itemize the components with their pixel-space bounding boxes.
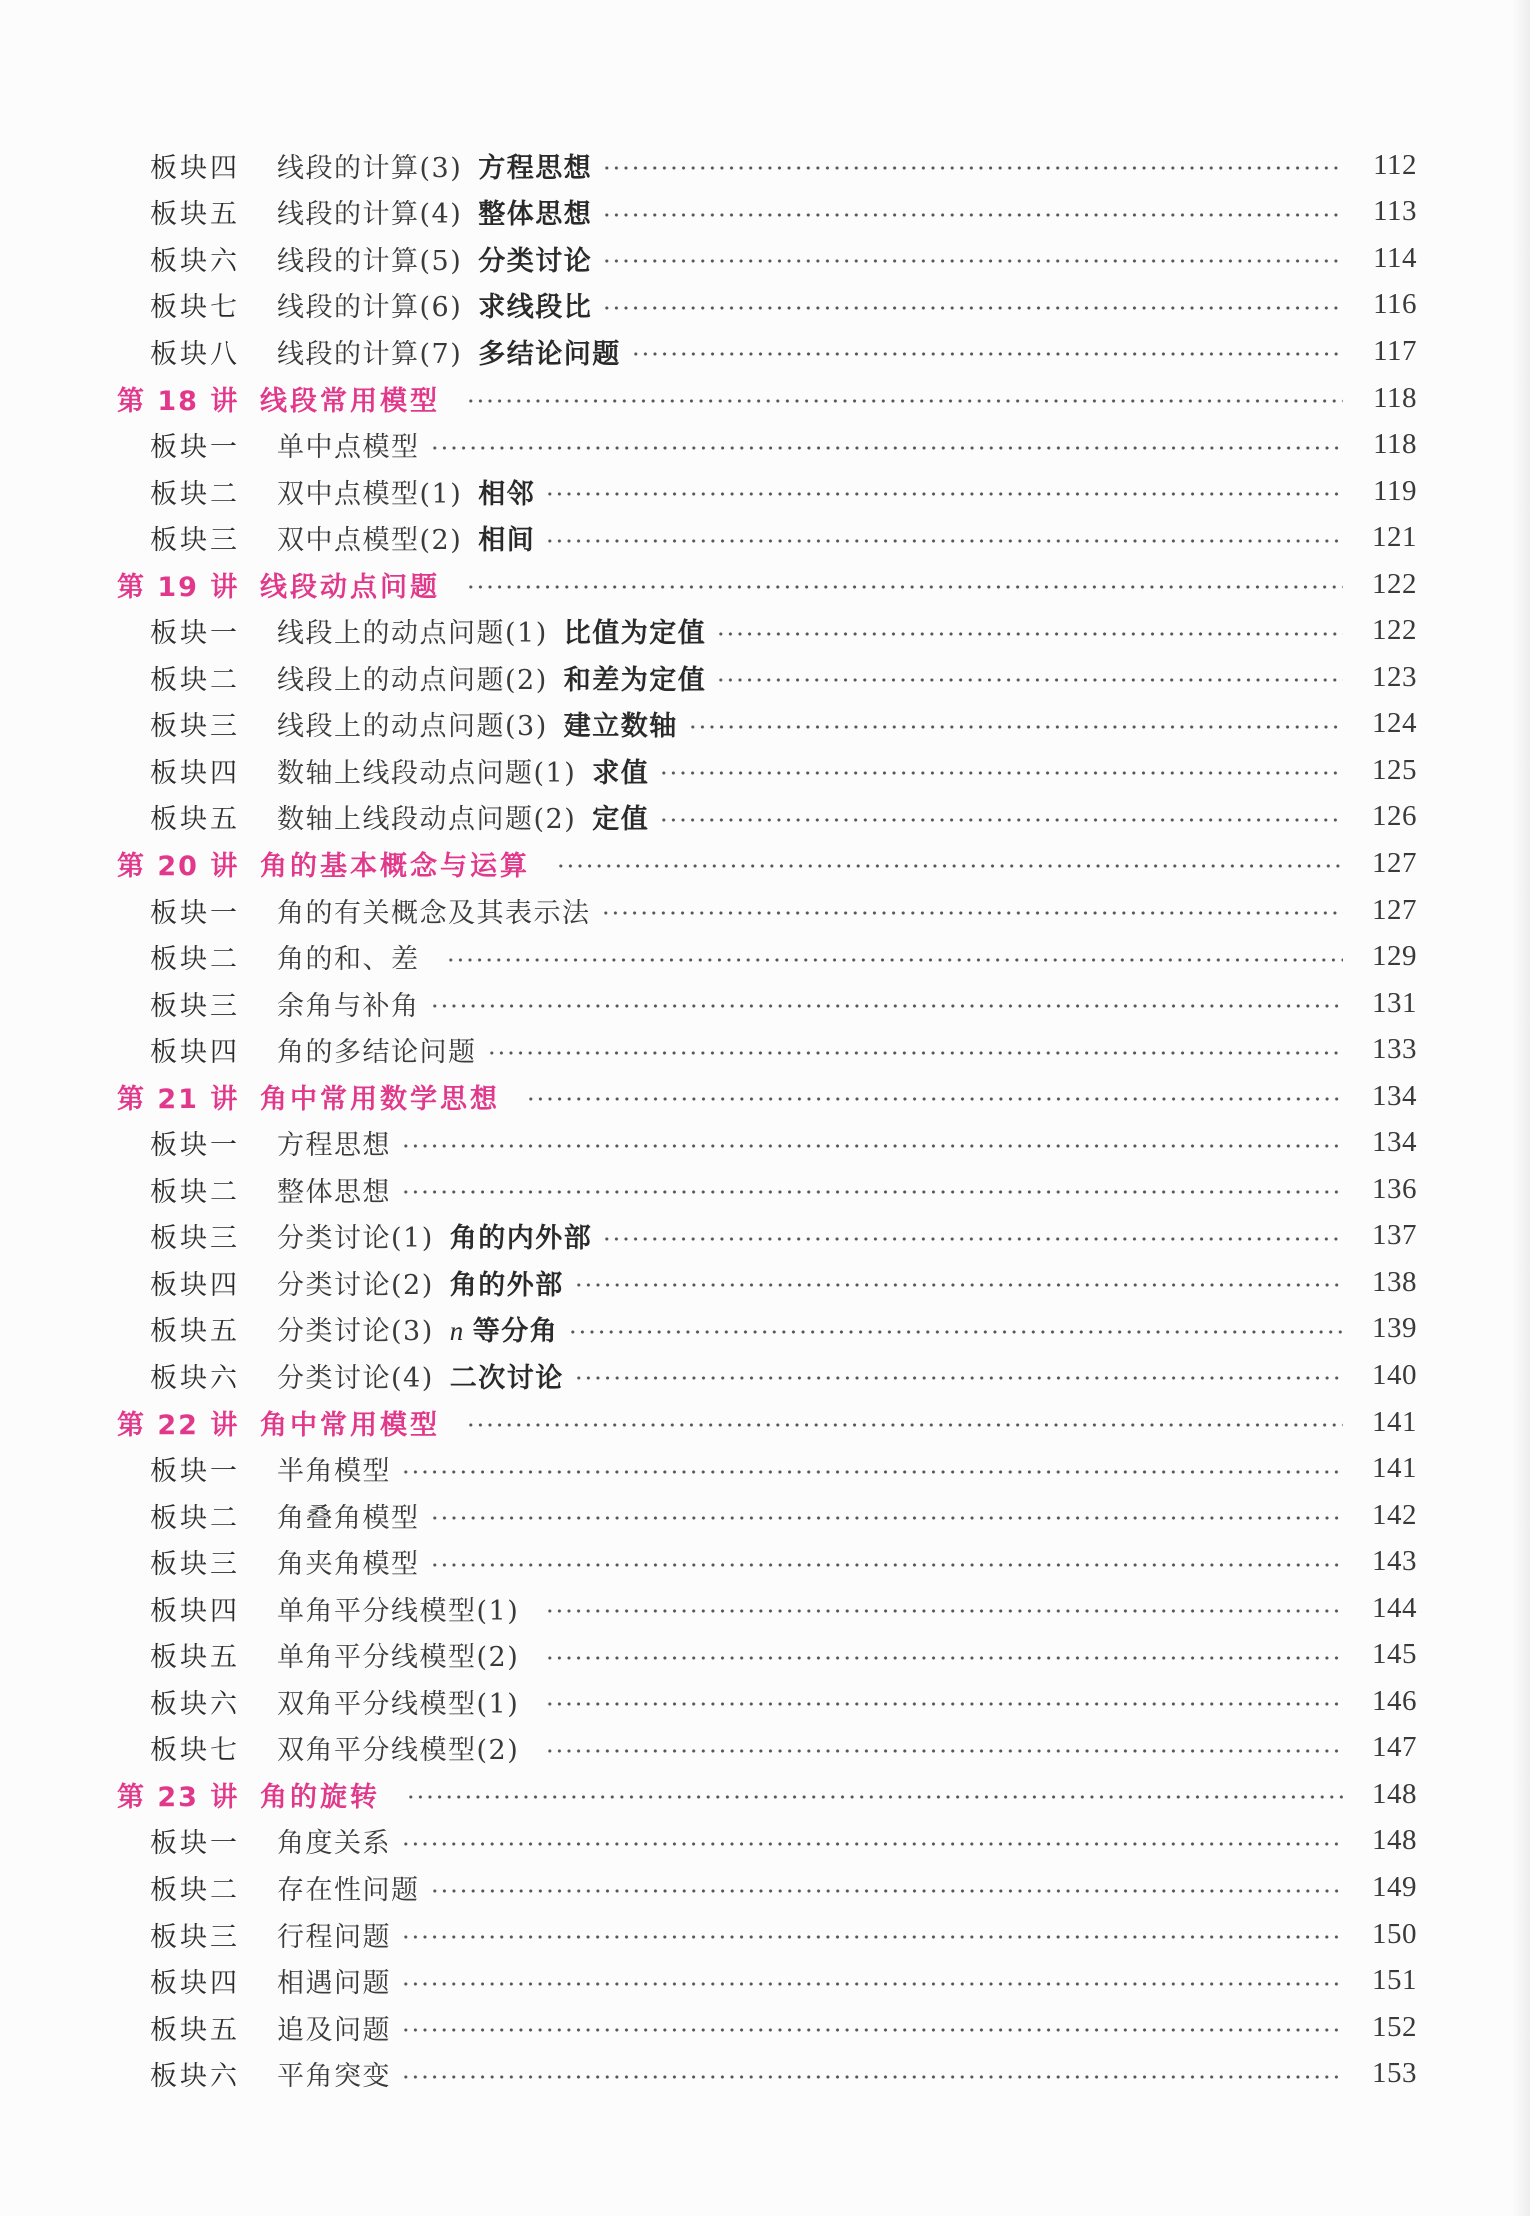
dot-leader [631,350,1343,358]
entry-subtitle [478,518,535,557]
section-title: 双中点模型(2) [277,525,463,557]
section-label: 板块三 [150,525,240,557]
page-number: 113 [1373,195,1417,228]
dot-leader [601,909,1344,917]
page-number: 150 [1372,1917,1417,1950]
entry-subtitle-text: 比值为定值 [563,618,707,650]
section-label: 板块五 [150,1642,240,1674]
page-number: 131 [1372,986,1417,1019]
dot-leader [545,490,1343,498]
section-title: 单角平分线模型(1) [277,1595,520,1627]
toc-entry-section [0,747,1530,794]
toc-entry-section [0,1259,1530,1306]
section-title: 单角平分线模型(2) [277,1642,520,1674]
lecture-title: 角中常用数学思想 [260,1083,500,1115]
toc-entry-section [0,1119,1530,1166]
page-number: 118 [1373,428,1417,461]
section-title: 线段的计算(3) [277,152,463,184]
section-title: 分类讨论(3) [277,1316,434,1348]
lecture-title: 角的旋转 [260,1781,380,1813]
dot-leader [545,1747,1343,1755]
toc-entry-section [0,189,1530,236]
dot-leader [446,956,1344,964]
section-label: 板块二 [150,944,240,976]
section-title: 线段的计算(7) [277,338,463,370]
section-label: 板块四 [150,757,240,789]
page-number: 141 [1372,1452,1417,1485]
section-title: 数轴上线段动点问题(2) [277,804,577,836]
toc-entry-section [0,282,1530,329]
entry-subtitle [450,1356,564,1395]
dot-leader [466,583,1343,591]
entry-subtitle-text: 相邻 [478,478,536,510]
toc-entry-section [0,701,1530,748]
section-label: 板块二 [150,1875,240,1906]
lecture-title: 线段常用模型 [260,385,440,417]
toc-entry-section [0,1957,1530,2004]
page-number: 118 [1373,381,1417,414]
section-title: 线段上的动点问题(3) [277,711,548,743]
entry-subtitle-text: 建立数轴 [563,711,678,743]
toc-entry-section [0,328,1530,375]
dot-leader [487,1049,1344,1057]
entry-subtitle-text: 方程思想 [478,152,593,184]
dot-leader [602,1235,1343,1243]
section-title: 方程思想 [277,1130,391,1162]
section-label: 板块五 [150,2014,240,2046]
toc-entry-section [0,1818,1530,1865]
toc-entry-section [0,142,1530,189]
entry-subtitle-text: 和差为定值 [563,664,707,696]
toc-entry-section [0,1632,1530,1679]
toc-entry-section [0,607,1530,654]
section-title: 双角平分线模型(2) [277,1735,520,1767]
entry-subtitle [478,285,592,324]
page-number: 114 [1373,241,1417,274]
section-title: 双中点模型(1) [277,478,463,510]
page-number: 141 [1372,1405,1417,1438]
section-label: 板块八 [150,338,240,370]
dot-leader [401,1188,1343,1196]
page-number: 129 [1372,940,1417,973]
toc-entry-section [0,1678,1530,1725]
section-label: 板块一 [150,1130,240,1162]
toc-entry-lecture [0,840,1530,887]
entry-subtitle-text: 求值 [592,757,650,789]
toc-entry-section [0,1725,1530,1772]
page-number: 142 [1372,1498,1417,1531]
entry-subtitle-text: 二次讨论 [449,1362,564,1394]
entry-subtitle [450,1216,593,1255]
page-number: 126 [1372,800,1417,833]
toc-entry-section [0,2050,1530,2097]
entry-subtitle-text: 多结论问题 [478,338,621,370]
toc-entry-lecture [0,375,1530,422]
dot-leader [401,2073,1343,2081]
toc-entry-section [0,1306,1530,1353]
page-number: 145 [1372,1638,1417,1671]
section-label: 板块三 [150,1223,240,1255]
toc-entry-lecture [0,1399,1530,1446]
section-title: 角夹角模型 [277,1549,420,1581]
toc-entry-section [0,2004,1530,2051]
dot-leader [526,1095,1343,1103]
entry-subtitle-text: 角的外部 [449,1269,564,1301]
toc-entry-section [0,514,1530,561]
page-number: 144 [1372,1591,1417,1624]
section-title: 角的有关概念及其表示法 [277,897,591,929]
dot-leader [716,630,1343,638]
dot-leader [406,1793,1343,1801]
entry-subtitle-text: 求线段比 [478,292,593,324]
entry-subtitle [450,1263,564,1302]
section-title: 角的和、差 [277,944,420,976]
section-label: 板块二 [150,1502,240,1534]
dot-leader [401,1142,1343,1150]
section-title: 半角模型 [277,1456,391,1488]
toc-entry-lecture [0,561,1530,608]
page-number: 133 [1372,1033,1417,1066]
page-number: 134 [1372,1079,1417,1112]
section-title: 数轴上线段动点问题(1) [277,757,577,789]
page-number: 151 [1372,1964,1417,1997]
page-number: 127 [1372,846,1417,879]
section-title: 单中点模型 [277,432,420,464]
toc-entry-section [0,1213,1530,1260]
dot-leader [716,676,1343,684]
lecture-title: 角的基本概念与运算 [260,850,530,882]
dot-leader [556,862,1343,870]
lecture-title: 线段动点问题 [260,571,440,603]
entry-subtitle-text: 相间 [478,525,536,557]
section-label: 板块七 [150,1735,240,1767]
toc-entry-section [0,1864,1530,1911]
section-label: 板块三 [150,711,240,743]
section-label: 板块六 [150,1362,240,1394]
section-label: 板块三 [150,1921,240,1953]
entry-subtitle [478,472,535,511]
dot-leader [574,1374,1343,1382]
entry-subtitle [592,797,649,836]
dot-leader [602,164,1343,172]
toc-entry-lecture [0,1771,1530,1818]
page-number: 137 [1372,1219,1417,1252]
toc-entry-section [0,1166,1530,1213]
entry-subtitle [478,146,592,185]
entry-subtitle-variable: n [449,1316,465,1347]
page-number: 112 [1373,148,1417,181]
dot-leader [574,1281,1343,1289]
section-label: 板块六 [150,1688,240,1720]
section-label: 板块五 [150,804,240,836]
dot-leader [545,1654,1343,1662]
toc-entry-section [0,421,1530,468]
section-label: 板块三 [150,1549,240,1581]
dot-leader [401,1840,1343,1848]
section-title: 追及问题 [277,2014,391,2046]
toc-entry-section [0,1352,1530,1399]
dot-leader [659,816,1343,824]
toc-entry-section [0,794,1530,841]
section-label: 板块三 [150,990,240,1022]
section-title: 角叠角模型 [277,1502,420,1534]
entry-subtitle [564,704,678,743]
section-label: 板块四 [150,1269,240,1301]
toc-entry-section [0,1445,1530,1492]
lecture-label: 第 20 讲 [117,850,240,882]
section-label: 板块五 [150,1316,240,1348]
dot-leader [659,769,1343,777]
toc-entry-section [0,468,1530,515]
toc-entry-section [0,1026,1530,1073]
toc-entry-section [0,1911,1530,1958]
lecture-label: 第 23 讲 [117,1781,240,1813]
dot-leader [430,444,1344,452]
section-title: 平角突变 [277,2061,391,2093]
section-label: 板块一 [150,1828,240,1860]
section-title: 相遇问题 [277,1968,391,2000]
entry-subtitle-text: 定值 [592,804,650,836]
toc-entry-section [0,933,1530,980]
section-title: 线段的计算(4) [277,199,463,231]
section-label: 板块一 [150,618,240,650]
lecture-label: 第 18 讲 [117,385,240,417]
toc-entry-section [0,887,1530,934]
dot-leader [401,1933,1343,1941]
section-title: 余角与补角 [277,990,420,1022]
toc-entry-section [0,235,1530,282]
page-number: 139 [1372,1312,1417,1345]
page-number: 149 [1372,1871,1417,1903]
lecture-label: 第 19 讲 [117,571,240,603]
entry-subtitle [564,611,707,650]
page-number: 122 [1372,614,1417,647]
section-title: 线段上的动点问题(1) [277,618,548,650]
section-label: 板块四 [150,152,240,184]
page-number: 122 [1372,567,1417,600]
entry-subtitle [478,332,621,371]
toc-entry-section [0,980,1530,1027]
dot-leader [430,1514,1344,1522]
toc-entry-section [0,1492,1530,1539]
page-number: 136 [1372,1172,1417,1205]
lecture-label: 第 21 讲 [117,1083,240,1115]
dot-leader [545,537,1343,545]
page-number: 138 [1372,1265,1417,1298]
dot-leader [545,1700,1343,1708]
entry-subtitle [592,751,649,790]
dot-leader [466,397,1343,405]
toc-entry-section [0,1538,1530,1585]
entry-subtitle [478,192,592,231]
dot-leader [430,1561,1344,1569]
section-label: 板块二 [150,1176,240,1208]
page-number: 116 [1373,288,1417,321]
entry-subtitle-text: 等分角 [472,1316,559,1348]
section-label: 板块四 [150,1968,240,2000]
toc-entry-section [0,1585,1530,1632]
page-number: 148 [1372,1777,1417,1810]
section-title: 分类讨论(4) [277,1362,434,1394]
entry-subtitle [478,239,592,278]
section-title: 线段的计算(6) [277,292,463,324]
section-label: 板块一 [150,432,240,464]
toc-entry-lecture [0,1073,1530,1120]
section-label: 板块一 [150,1456,240,1488]
page-number: 134 [1372,1126,1417,1159]
section-label: 板块二 [150,478,240,510]
page-number: 125 [1372,753,1417,786]
section-label: 板块六 [150,2061,240,2093]
page-number: 148 [1372,1824,1417,1857]
dot-leader [466,1421,1343,1429]
entry-subtitle-text: 角的内外部 [449,1223,593,1255]
toc-entry-section [0,654,1530,701]
dot-leader [430,1887,1344,1895]
dot-leader [688,723,1343,731]
section-label: 板块一 [150,897,240,929]
section-label: 板块五 [150,199,240,231]
section-label: 板块七 [150,292,240,324]
section-title: 分类讨论(1) [277,1223,434,1255]
page-number: 127 [1372,893,1417,926]
lecture-title: 角中常用模型 [260,1409,440,1441]
lecture-label: 第 22 讲 [117,1409,240,1441]
dot-leader [401,1980,1343,1988]
page-number: 121 [1372,521,1417,554]
dot-leader [568,1328,1343,1336]
section-label: 板块六 [150,245,240,277]
page-number: 147 [1372,1731,1417,1764]
page-number: 146 [1372,1684,1417,1717]
page-number: 140 [1372,1358,1417,1391]
page-number: 153 [1372,2057,1417,2090]
section-title: 存在性问题 [277,1875,420,1906]
page-number: 123 [1372,660,1417,693]
section-title: 分类讨论(2) [277,1269,434,1301]
page-number: 119 [1373,474,1417,507]
entry-subtitle-text: 整体思想 [478,199,593,231]
entry-subtitle-text: 分类讨论 [478,245,593,277]
section-title: 线段的计算(5) [277,245,463,277]
section-label: 板块二 [150,664,240,696]
section-title: 线段上的动点问题(2) [277,664,548,696]
entry-subtitle [450,1309,559,1348]
dot-leader [430,1002,1344,1010]
dot-leader [602,257,1343,265]
section-title: 行程问题 [277,1921,391,1953]
section-title: 双角平分线模型(1) [277,1688,520,1720]
table-of-contents [0,142,1530,2097]
page-number: 143 [1372,1545,1417,1578]
section-title: 角度关系 [277,1828,391,1860]
section-label: 板块四 [150,1595,240,1627]
section-title: 角的多结论问题 [277,1037,477,1069]
dot-leader [602,304,1343,312]
page-number: 124 [1372,707,1417,740]
dot-leader [401,2026,1343,2034]
section-title: 整体思想 [277,1176,391,1208]
page-number: 152 [1372,2010,1417,2043]
dot-leader [545,1607,1343,1615]
section-label: 板块四 [150,1037,240,1069]
dot-leader [401,1468,1343,1476]
page-number: 117 [1373,334,1417,367]
dot-leader [602,211,1343,219]
entry-subtitle [564,658,707,697]
